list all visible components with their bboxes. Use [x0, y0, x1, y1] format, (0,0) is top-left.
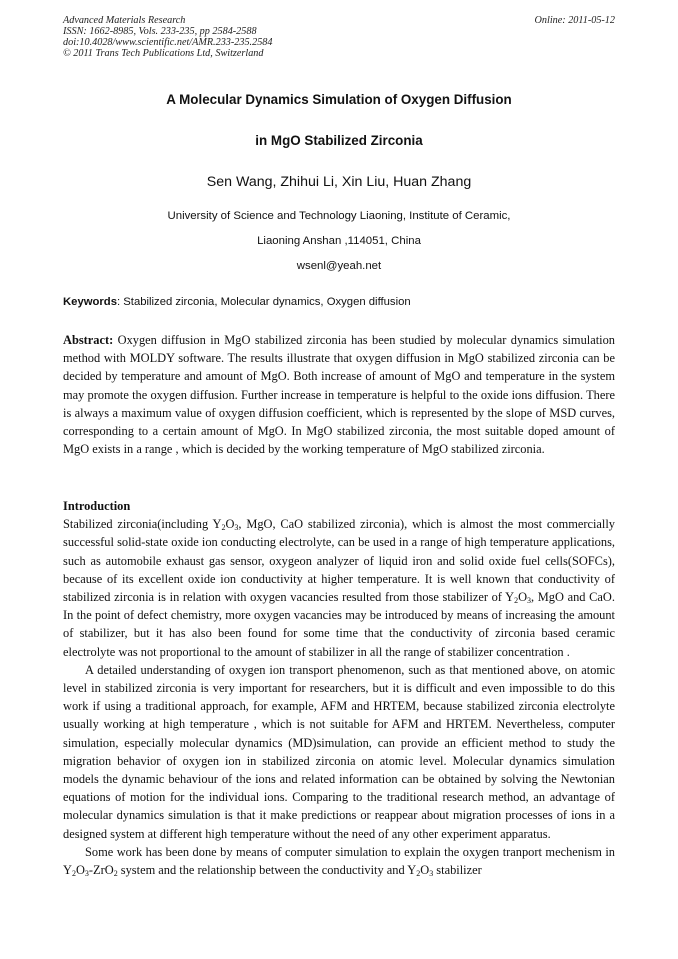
keywords-label: Keywords — [63, 296, 117, 308]
journal-header — [63, 15, 483, 59]
introduction-paragraph-1: Stabilized zirconia(including $Y_2O_3$, MgO, CaO stabilized zirconia), which is almost the most commercially successful solid-state oxide ion conducting electrolyte, can be used in a range of high temperature applications, such as automobile exhaust gas sensor, oxygeon analyzer of liquid iron and solid oxide fuel cells(SOFCs), because of its excellent oxide ion conductivity at higher temperature. It is well known that conductivity of stabilized zirconia is in relation with oxygen vacancies resulted from those stabilizer of $Y_2O_3$, MgO and CaO. In the point of defect chemistry, more oxygen vacancies may be introduced by means of increasing the amount of stabilizer, but it has also been found for some time that the conductivity of zirconia based ceramic electrolyte was not proportional to the amount of stabilizer in all the range of stabilizer concentration . — [63, 517, 615, 659]
affiliation-line2: Liaoning Anshan ,114051, China — [257, 235, 421, 247]
introduction-paragraph-3: Some work has been done by means of computer simulation to explain the oxygen tranport mechenism in $Y_2O_3-ZrO_2$ system and the relationship between the conductivity and $Y_2O_3$ stabilizer — [63, 844, 615, 879]
keywords — [63, 296, 615, 308]
doi-line: doi:10.4028/www.scientific.net/AMR.233-235.2584 — [63, 37, 273, 48]
paper-title-line2: in MgO Stabilized Zirconia — [255, 133, 423, 148]
authors: Sen Wang, Zhihui Li, Xin Liu, Huan Zhang — [206, 174, 472, 190]
introduction-heading: Introduction — [63, 499, 131, 513]
copyright-line: © 2011 Trans Tech Publications Ltd, Switzerland — [63, 48, 264, 59]
online-date: Online: 2011-05-12 — [534, 15, 615, 26]
author-email: wsenl@yeah.net — [296, 260, 382, 272]
abstract — [63, 331, 615, 458]
abstract-text: Oxygen diffusion in MgO stabilized zirconia has been studied by molecular dynamics simulation method with MOLDY software. The results illustrate that oxygen diffusion in MgO stabilized zirconia can be decided by temperature and amount of MgO. Both increase of amount of MgO and temperature in the system may promote the oxygen diffusion. Further increase in temperature is helpful to the oxide ions diffusion. There is always a maximum value of oxygen diffusion coefficient, which is represented by the slope of MSD curves, corresponding to a certain amount of MgO. In MgO stabilized zirconia, the most suitable doped amount of MgO exists in a range , which is decided by the working temperature of MgO stabilized zirconia. — [63, 333, 615, 457]
affiliation-line1: University of Science and Technology Liaoning, Institute of Ceramic, — [167, 210, 511, 222]
introduction-section — [63, 497, 615, 879]
introduction-paragraph-2: A detailed understanding of oxygen ion transport phenomenon, such as that mentioned above, on atomic level in stabilized zirconia is very important for researchers, but it is difficult and even impossible to do this work if using a traditional approach, for example, AFM and HRTEM, because stabilized zirconia electrolyte usually working at high temperature , which is not suitable for AFM and HRTEM. Nevertheless, computer simulation, especially molecular dynamics (MD)simulation, can provide an efficient method to study the migration behavior of oxygen ion in stabilized zirconia on atomic level. Molecular dynamics simulation models the dynamic behaviour of the ions and related information can be obtained by solving the Newtonian equations of motion for the individual ions. Comparing to the traditional research method, an advantage of molecular dynamics simulation is that it make predictions or reappear about migration processes of ions in a designed system at different high temperature without the need of any other experiment apparatus. — [63, 662, 615, 841]
journal-name: Advanced Materials Research — [63, 15, 186, 26]
issn-line: ISSN: 1662-8985, Vols. 233-235, pp 2584-2588 — [63, 26, 257, 37]
abstract-label: Abstract: — [63, 333, 114, 347]
paper-title-line1: A Molecular Dynamics Simulation of Oxygen Diffusion — [166, 92, 512, 107]
keywords-text: : Stabilized zirconia, Molecular dynamics, Oxygen diffusion — [117, 296, 411, 308]
